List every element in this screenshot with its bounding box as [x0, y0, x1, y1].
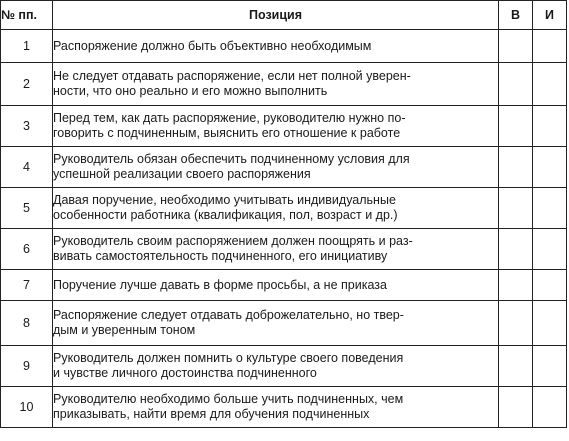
- position-line: Не следует отдавать распоряжение, если нет полной уверен-: [53, 69, 411, 83]
- cell-i[interactable]: [533, 106, 567, 147]
- table-row: [1, 188, 567, 229]
- position-line: Давая поручение, необходимо учитывать индивидуальные: [53, 193, 396, 207]
- cell-v[interactable]: [499, 63, 533, 106]
- row-position: [53, 270, 499, 301]
- cell-v[interactable]: [499, 229, 533, 270]
- cell-v[interactable]: [499, 346, 533, 387]
- table-row: [1, 301, 567, 346]
- table-row: [1, 387, 567, 428]
- row-number: 7: [1, 270, 53, 301]
- cell-i[interactable]: [533, 301, 567, 346]
- row-position: [53, 188, 499, 229]
- row-number: 5: [1, 188, 53, 229]
- position-line: говорить с подчиненным, выяснить его отношение к работе: [53, 126, 401, 140]
- cell-v[interactable]: [499, 270, 533, 301]
- position-line: Поручение лучше давать в форме просьбы, а не приказа: [53, 277, 387, 292]
- position-line: Руководитель своим распоряжением должен поощрять и раз-: [53, 234, 413, 248]
- table-row: [1, 147, 567, 188]
- position-line: Руководителю необходимо больше учить подчиненных, чем: [53, 392, 404, 406]
- header-v: В: [499, 1, 533, 30]
- row-number: 2: [1, 63, 53, 106]
- position-line: Распоряжение должно быть объективно необходимым: [53, 38, 372, 53]
- row-position: [53, 387, 499, 428]
- row-position: [53, 301, 499, 346]
- cell-i[interactable]: [533, 30, 567, 63]
- position-line: вивать самостоятельность подчиненного, его инициативу: [53, 249, 388, 263]
- position-line: приказывать, найти время для обучения подчиненных: [53, 407, 370, 421]
- header-number: № пп.: [1, 1, 53, 30]
- row-position: [53, 346, 499, 387]
- position-line: Перед тем, как дать распоряжение, руководителю нужно по-: [53, 111, 406, 125]
- table-row: [1, 346, 567, 387]
- cell-i[interactable]: [533, 63, 567, 106]
- row-number: 4: [1, 147, 53, 188]
- cell-v[interactable]: [499, 30, 533, 63]
- position-line: ности, что оно реально и его можно выполнить: [53, 84, 328, 98]
- cell-i[interactable]: [533, 346, 567, 387]
- row-number: 9: [1, 346, 53, 387]
- table-row: [1, 63, 567, 106]
- table-row: [1, 30, 567, 63]
- table-row: [1, 106, 567, 147]
- cell-v[interactable]: [499, 387, 533, 428]
- row-position: [53, 106, 499, 147]
- header-i: И: [533, 1, 567, 30]
- row-number: 6: [1, 229, 53, 270]
- position-line: Руководитель должен помнить о культуре своего поведения: [53, 351, 404, 365]
- position-line: Распоряжение следует отдавать доброжелательно, но твер-: [53, 308, 404, 322]
- cell-v[interactable]: [499, 301, 533, 346]
- cell-i[interactable]: [533, 270, 567, 301]
- row-number: 10: [1, 387, 53, 428]
- cell-i[interactable]: [533, 147, 567, 188]
- row-position: [53, 30, 499, 63]
- table-header-row: [1, 1, 567, 30]
- position-line: дым и уверенным тоном: [53, 323, 196, 337]
- cell-i[interactable]: [533, 188, 567, 229]
- cell-v[interactable]: [499, 106, 533, 147]
- position-line: Руководитель обязан обеспечить подчиненному условия для: [53, 152, 410, 166]
- row-position: [53, 147, 499, 188]
- cell-i[interactable]: [533, 229, 567, 270]
- position-line: успешной реализации своего распоряжения: [53, 167, 311, 181]
- cell-v[interactable]: [499, 188, 533, 229]
- row-position: [53, 63, 499, 106]
- row-number: 8: [1, 301, 53, 346]
- position-line: особенности работника (квалификация, пол, возраст и др.): [53, 208, 398, 222]
- row-number: 3: [1, 106, 53, 147]
- header-position: Позиция: [53, 1, 499, 30]
- position-line: и чувстве личного достоинства подчиненного: [53, 366, 317, 380]
- table-row: [1, 229, 567, 270]
- cell-v[interactable]: [499, 147, 533, 188]
- row-position: [53, 229, 499, 270]
- cell-i[interactable]: [533, 387, 567, 428]
- table-row: [1, 270, 567, 301]
- row-number: 1: [1, 30, 53, 63]
